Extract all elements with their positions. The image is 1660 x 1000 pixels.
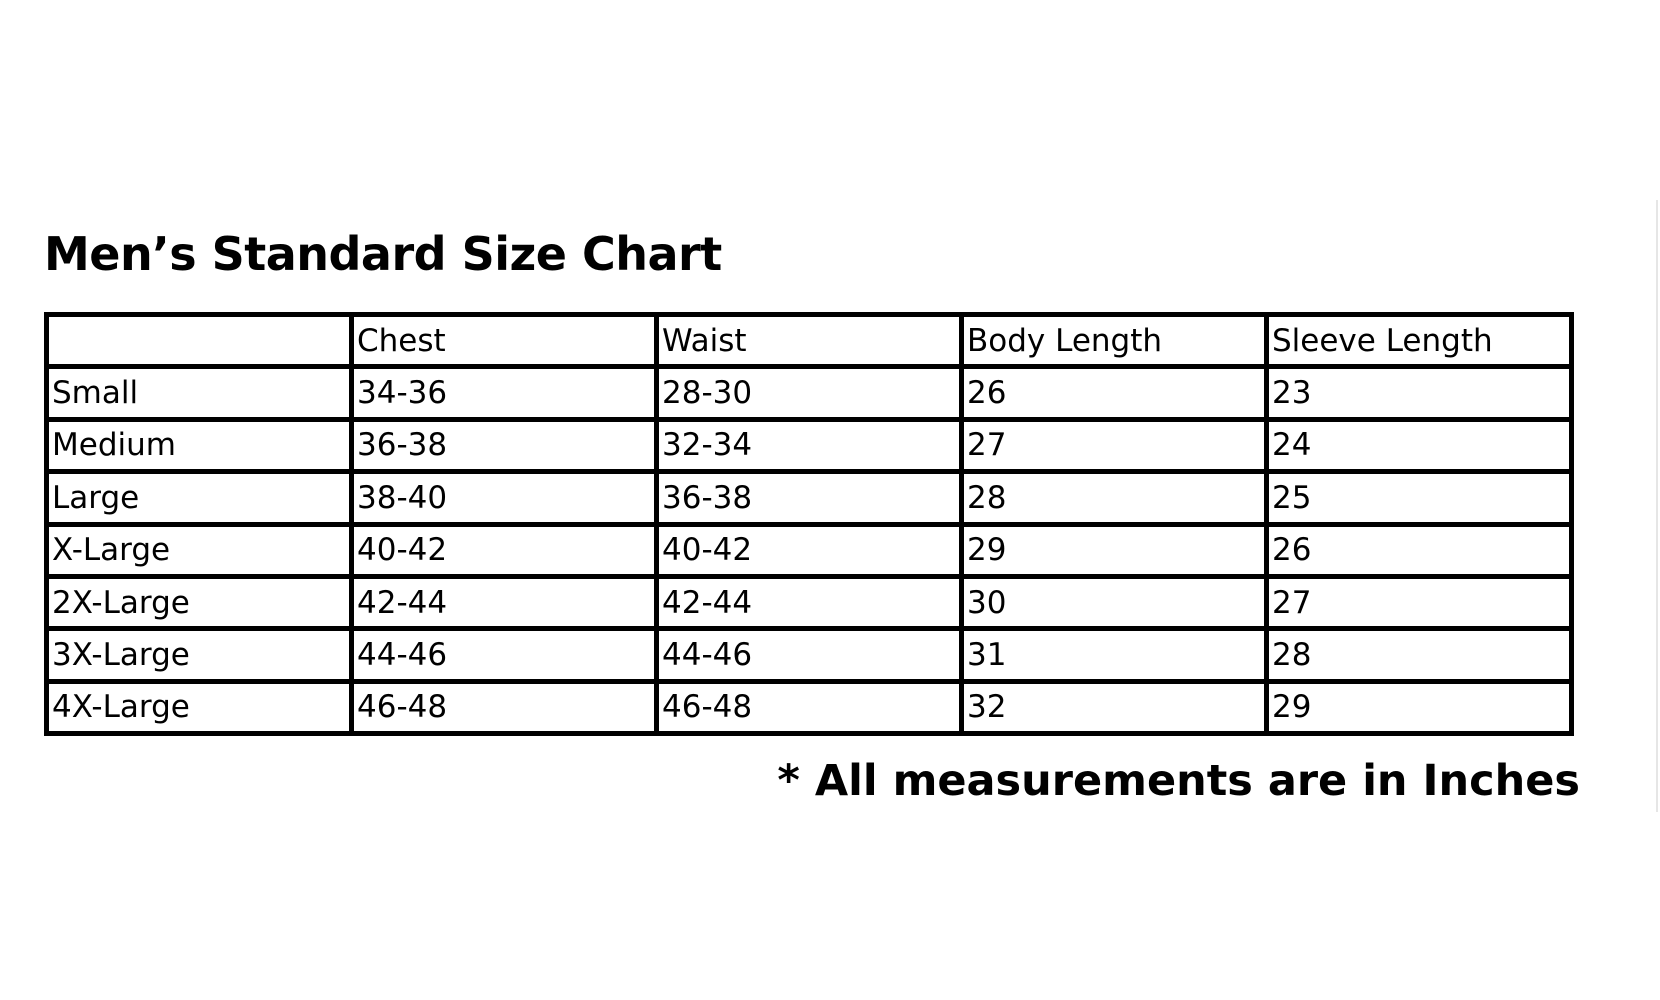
waist-cell: 32-34 (657, 419, 962, 471)
table-row (47, 472, 1572, 524)
body-length-cell: 27 (962, 419, 1267, 471)
row-size-label: 4X-Large (47, 681, 352, 733)
header-cell-sleeve-length: Sleeve Length (1267, 315, 1572, 367)
row-size-label: Small (47, 367, 352, 419)
table-row (47, 524, 1572, 576)
row-size-label: Medium (47, 419, 352, 471)
header-cell-waist: Waist (657, 315, 962, 367)
header-cell-chest: Chest (352, 315, 657, 367)
sleeve-length-cell: 27 (1267, 576, 1572, 628)
chest-cell: 46-48 (352, 681, 657, 733)
row-size-label: 3X-Large (47, 629, 352, 681)
body-length-cell: 29 (962, 524, 1267, 576)
sleeve-length-cell: 29 (1267, 681, 1572, 733)
table-header-row (47, 315, 1572, 367)
waist-cell: 42-44 (657, 576, 962, 628)
waist-cell: 44-46 (657, 629, 962, 681)
header-cell-body-length: Body Length (962, 315, 1267, 367)
body-length-cell: 32 (962, 681, 1267, 733)
body-length-cell: 28 (962, 472, 1267, 524)
sleeve-length-cell: 23 (1267, 367, 1572, 419)
chest-cell: 40-42 (352, 524, 657, 576)
sleeve-length-cell: 25 (1267, 472, 1572, 524)
body-length-cell: 30 (962, 576, 1267, 628)
chest-cell: 36-38 (352, 419, 657, 471)
sleeve-length-cell: 24 (1267, 419, 1572, 471)
sleeve-length-cell: 28 (1267, 629, 1572, 681)
chest-cell: 44-46 (352, 629, 657, 681)
chest-cell: 42-44 (352, 576, 657, 628)
page-title: Men’s Standard Size Chart (44, 227, 722, 281)
header-cell-blank (47, 315, 352, 367)
measurement-unit-note: * All measurements are in Inches (777, 756, 1580, 806)
waist-cell: 40-42 (657, 524, 962, 576)
waist-cell: 36-38 (657, 472, 962, 524)
table-row (47, 367, 1572, 419)
row-size-label: X-Large (47, 524, 352, 576)
sleeve-length-cell: 26 (1267, 524, 1572, 576)
chest-cell: 34-36 (352, 367, 657, 419)
table-row (47, 629, 1572, 681)
chest-cell: 38-40 (352, 472, 657, 524)
table-row (47, 576, 1572, 628)
body-length-cell: 31 (962, 629, 1267, 681)
waist-cell: 28-30 (657, 367, 962, 419)
table-row (47, 681, 1572, 733)
size-chart-table (44, 312, 1574, 736)
row-size-label: Large (47, 472, 352, 524)
waist-cell: 46-48 (657, 681, 962, 733)
edge-divider (1656, 200, 1658, 812)
body-length-cell: 26 (962, 367, 1267, 419)
row-size-label: 2X-Large (47, 576, 352, 628)
table-row (47, 419, 1572, 471)
